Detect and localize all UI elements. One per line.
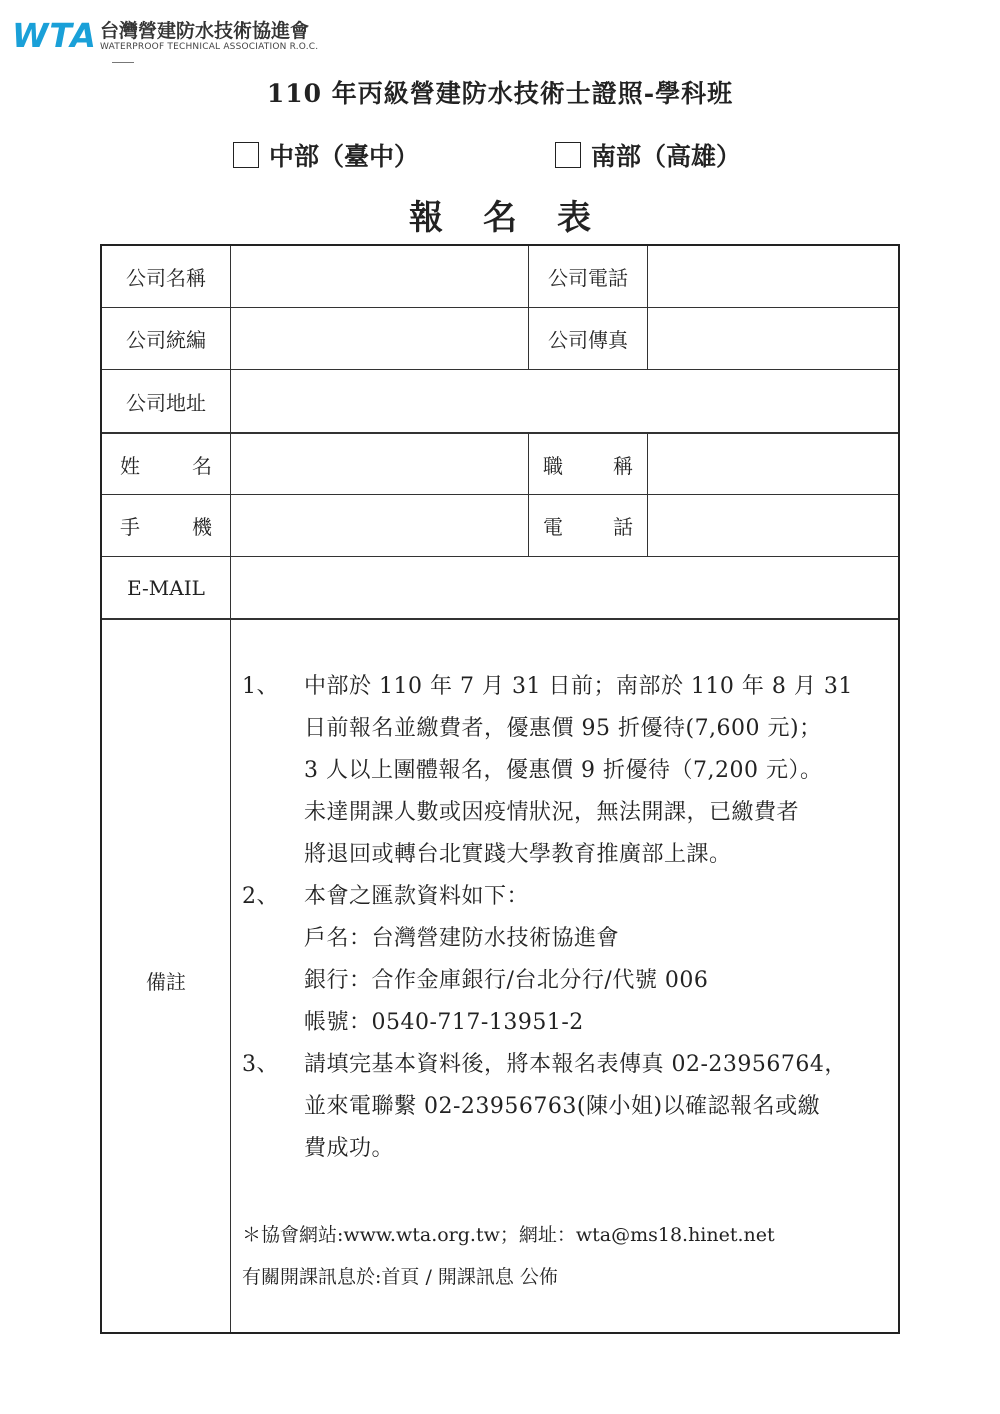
region-option-central[interactable] [233, 137, 419, 173]
label-job-title [543, 434, 633, 494]
association-name-zh: 台灣營建防水技術協進會 [100, 20, 310, 42]
note-number: 1、 [242, 674, 279, 699]
checkbox-central[interactable] [233, 142, 259, 168]
mobile-field[interactable] [231, 495, 528, 556]
label-company-fax: 公司傳真 [548, 328, 628, 352]
label-company-name: 公司名稱 [126, 266, 206, 290]
label-name-char-1: 姓 [120, 453, 140, 478]
label-job-title-char-1: 職 [543, 453, 563, 478]
phone-field[interactable] [648, 495, 898, 556]
association-name-en: WATERPROOF TECHNICAL ASSOCIATION R.O.C. [100, 42, 319, 52]
note-line: 日前報名並繳費者，優惠價 95 折優待(7,600 元)； [304, 716, 822, 741]
note-number: 3、 [242, 1052, 279, 1077]
note-item [242, 666, 892, 876]
note-line: 帳號：0540-717-13951-2 [304, 1010, 584, 1035]
region-option-south[interactable] [555, 137, 741, 173]
job-title-field[interactable] [648, 434, 898, 494]
note-item [242, 876, 892, 1044]
label-company-tax-id: 公司統編 [126, 328, 206, 352]
company-address-field[interactable] [231, 370, 898, 432]
note-line: 銀行：合作金庫銀行/台北分行/代號 006 [304, 968, 709, 993]
registration-form [100, 244, 900, 1334]
label-phone-char-2: 話 [613, 515, 633, 539]
association-website-line: ＊協會網站:www.wta.org.tw；網址：wta@ms18.hinet.net [242, 1224, 775, 1246]
remarks-label: 備註 [146, 970, 186, 994]
note-line: 並來電聯繫 02-23956763(陳小姐)以確認報名或繳 [304, 1094, 821, 1119]
remarks-footer [242, 1214, 892, 1298]
label-phone-char-1: 電 [543, 515, 563, 539]
note-line: 3 人以上團體報名，優惠價 9 折優待（7,200 元）。 [304, 758, 823, 783]
label-mobile [120, 495, 212, 556]
region-label-south: 南部（高雄） [591, 142, 742, 171]
name-field[interactable] [231, 434, 528, 494]
course-info-line: 有關開課訊息於:首頁 / 開課訊息 公佈 [242, 1266, 558, 1288]
note-line: 未達開課人數或因疫情狀況，無法開課，已繳費者 [304, 800, 800, 825]
note-line: 中部於 110 年 7 月 31 日前；南部於 110 年 8 月 31 [304, 674, 853, 699]
label-name-char-2: 名 [192, 453, 212, 478]
email-field[interactable] [231, 557, 898, 618]
note-line: 請填完基本資料後，將本報名表傳真 02-23956764， [304, 1052, 847, 1077]
company-phone-field[interactable] [648, 246, 898, 307]
label-company-phone: 公司電話 [548, 266, 628, 290]
region-label-central: 中部（臺中） [269, 142, 420, 171]
note-line: 戶名：台灣營建防水技術協進會 [304, 926, 620, 951]
label-phone [543, 495, 633, 556]
page-title: 110 年丙級營建防水技術士證照-學科班 [266, 79, 734, 108]
row-divider [102, 618, 898, 620]
note-line: 將退回或轉台北實踐大學教育推廣部上課。 [304, 842, 732, 867]
company-tax-id-field[interactable] [231, 308, 528, 369]
note-item [242, 1044, 892, 1170]
region-options [0, 137, 1000, 173]
note-number: 2、 [242, 884, 279, 909]
label-email: E-MAIL [127, 575, 205, 600]
wta-logo-mark: WTA [12, 16, 97, 55]
company-fax-field[interactable] [648, 308, 898, 369]
checkbox-south[interactable] [555, 142, 581, 168]
label-company-address: 公司地址 [126, 390, 206, 415]
form-title: 報名表 [409, 198, 631, 238]
column-divider [528, 432, 529, 556]
company-name-field[interactable] [231, 246, 528, 307]
label-job-title-char-2: 稱 [613, 453, 633, 478]
remarks-notes [242, 666, 892, 1170]
label-mobile-char-2: 機 [192, 515, 212, 539]
logo-underline [112, 62, 134, 63]
note-line: 本會之匯款資料如下： [304, 884, 530, 909]
label-name [120, 434, 212, 494]
note-line: 費成功。 [304, 1136, 395, 1161]
label-mobile-char-1: 手 [120, 515, 140, 539]
